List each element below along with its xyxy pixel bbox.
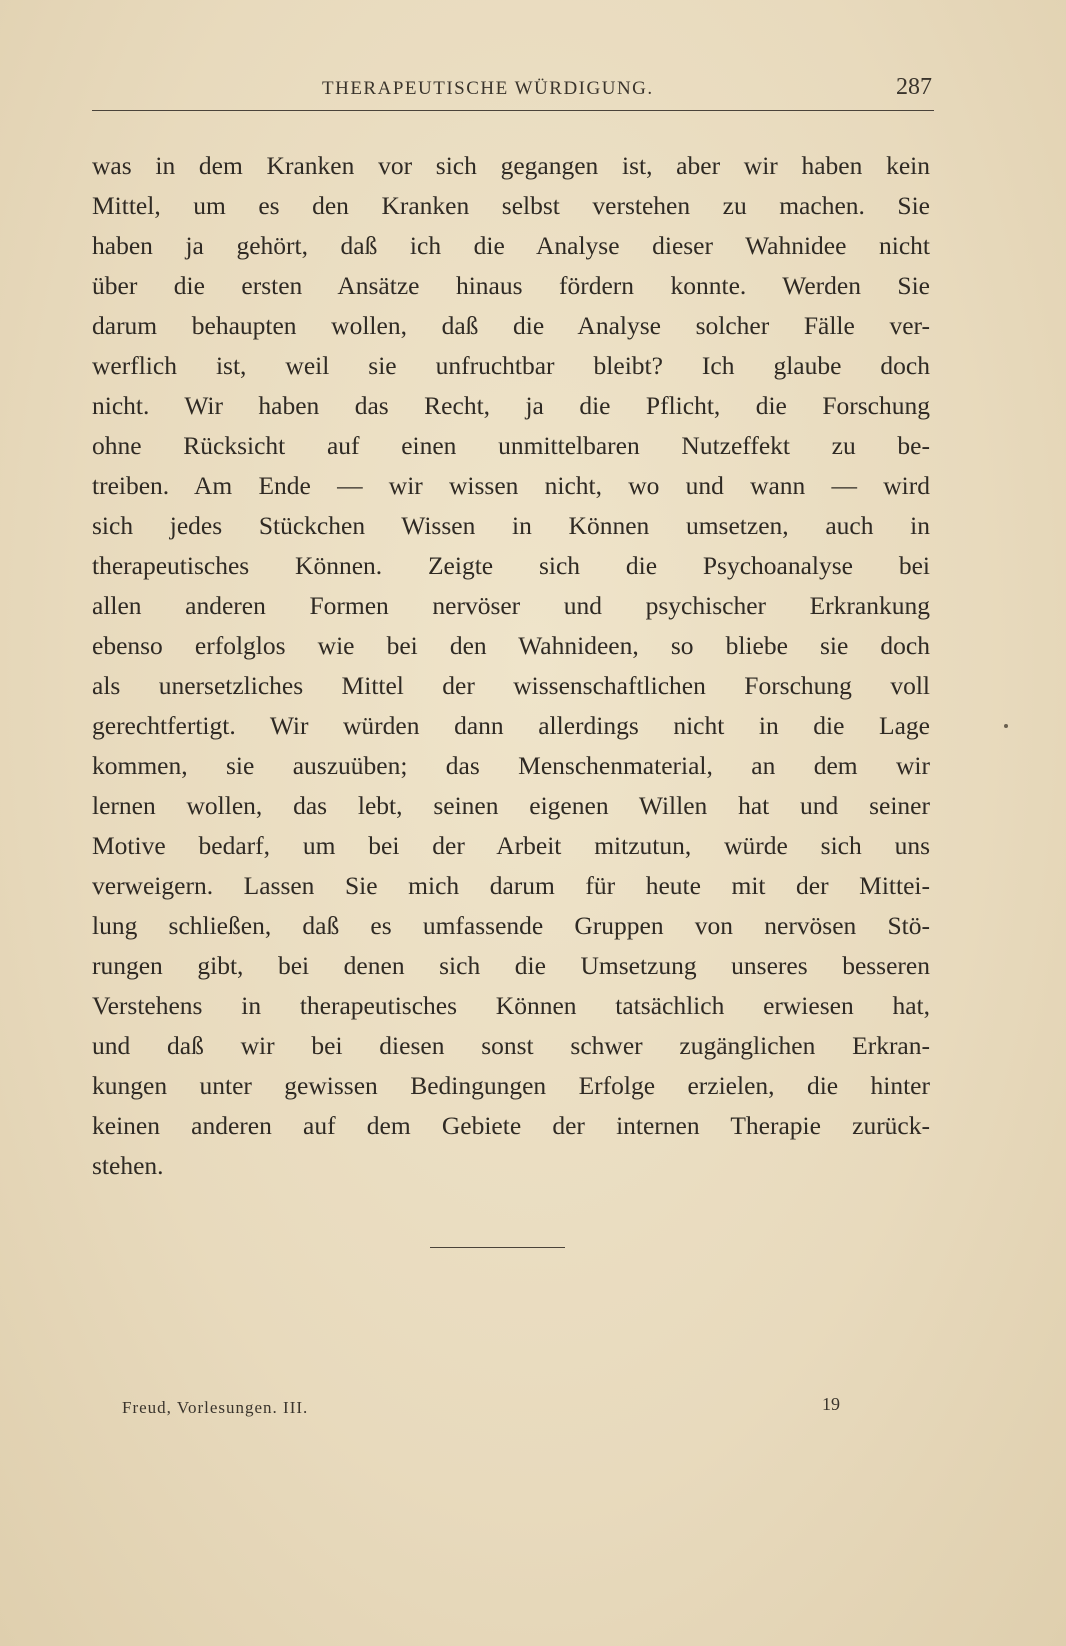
text-line: Motive bedarf, um bei der Arbeit mitzutun, würde sich uns [92, 831, 930, 860]
text-line: lernen wollen, das lebt, seinen eigenen Willen hat und seiner [92, 791, 930, 820]
text-line: kommen, sie auszuüben; das Menschenmaterial, an dem wir [92, 751, 930, 780]
running-title: THERAPEUTISCHE WÜRDIGUNG. [322, 78, 654, 99]
header-rule [92, 110, 934, 111]
text-line: sich jedes Stückchen Wissen in Können umsetzen, auch in [92, 511, 930, 540]
text-line: ebenso erfolglos wie bei den Wahnideen, so bliebe sie doch [92, 631, 930, 660]
text-line: darum behaupten wollen, daß die Analyse solcher Fälle ver- [92, 311, 930, 340]
text-line: und daß wir bei diesen sonst schwer zugänglichen Erkran- [92, 1031, 930, 1060]
text-line: keinen anderen auf dem Gebiete der internen Therapie zurück- [92, 1111, 930, 1140]
text-line: treiben. Am Ende — wir wissen nicht, wo und wann — wird [92, 471, 930, 500]
text-line: Mittel, um es den Kranken selbst verstehen zu machen. Sie [92, 191, 930, 220]
text-line: therapeutisches Können. Zeigte sich die Psychoanalyse bei [92, 551, 930, 580]
text-line: verweigern. Lassen Sie mich darum für heute mit der Mittei- [92, 871, 930, 900]
section-end-rule [430, 1247, 565, 1248]
page-number: 287 [896, 74, 932, 100]
text-line: rungen gibt, bei denen sich die Umsetzung unseres besseren [92, 951, 930, 980]
text-line: lung schließen, daß es umfassende Gruppen von nervösen Stö- [92, 911, 930, 940]
text-line: als unersetzliches Mittel der wissenschaftlichen Forschung voll [92, 671, 930, 700]
signature-mark: Freud, Vorlesungen. III. [122, 1398, 309, 1417]
sheet-number: 19 [822, 1394, 840, 1414]
text-line: über die ersten Ansätze hinaus fördern konnte. Werden Sie [92, 271, 930, 300]
text-line: haben ja gehört, daß ich die Analyse dieser Wahnidee nicht [92, 231, 930, 260]
paper-speck [1004, 724, 1008, 728]
text-line: Verstehens in therapeutisches Können tatsächlich erwiesen hat, [92, 991, 930, 1020]
text-line: was in dem Kranken vor sich gegangen ist, aber wir haben kein [92, 151, 930, 180]
text-line: kungen unter gewissen Bedingungen Erfolge erzielen, die hinter [92, 1071, 930, 1100]
body-text [92, 146, 930, 1186]
text-line: ohne Rücksicht auf einen unmittelbaren Nutzeffekt zu be- [92, 431, 930, 460]
running-head [92, 72, 934, 112]
text-line: allen anderen Formen nervöser und psychischer Erkrankung [92, 591, 930, 620]
text-line: werflich ist, weil sie unfruchtbar bleibt? Ich glaube doch [92, 351, 930, 380]
text-line-last: stehen. [92, 1151, 164, 1180]
text-line: gerechtfertigt. Wir würden dann allerdings nicht in die Lage [92, 711, 930, 740]
text-line: nicht. Wir haben das Recht, ja die Pflicht, die Forschung [92, 391, 930, 420]
